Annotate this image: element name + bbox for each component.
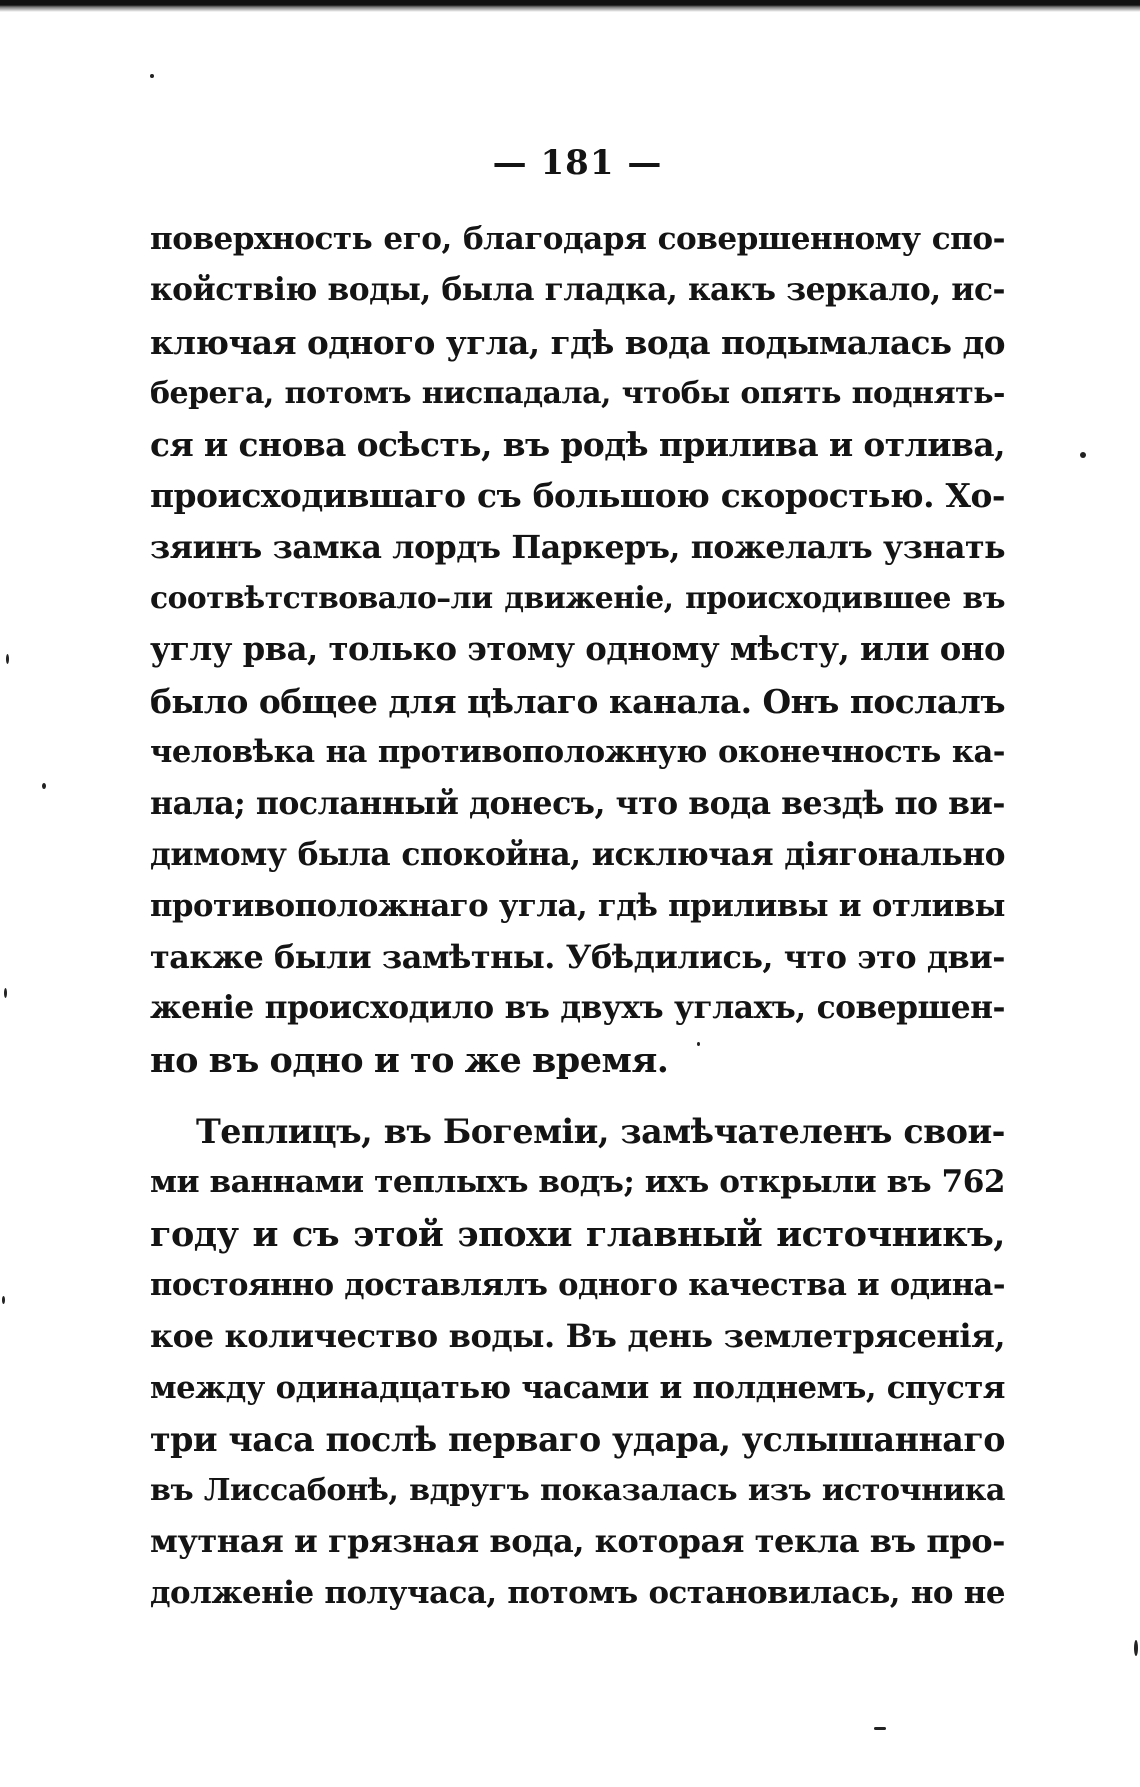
text-line: между одинадцатью часами и полднемъ, спустя — [150, 1369, 1005, 1406]
text-line: но въ одно и то же время. — [150, 1039, 669, 1081]
text-line: происходившаго съ большою скоростью. Хо- — [150, 476, 1005, 516]
text-line: зяинъ замка лордъ Паркеръ, пожелалъ узнать — [150, 528, 1005, 566]
text-line: койствію воды, была гладка, какъ зеркало, ис- — [150, 272, 1005, 309]
text-line: было общее для цѣлаго канала. Онъ послалъ — [150, 681, 1005, 721]
page-number: — 181 — — [492, 143, 663, 183]
text-line: ся и снова осѣсть, въ родѣ прилива и отлива, — [150, 425, 1005, 465]
text-line: нала; посланный донесъ, что вода вездѣ по ви- — [150, 785, 1005, 823]
scan-top-edge — [0, 0, 1140, 12]
scan-speck — [150, 74, 154, 78]
text-line: берега, потомъ ниспадала, чтобы опять поднять- — [150, 375, 1005, 411]
text-line: постоянно доставлялъ одного качества и одина- — [150, 1266, 1005, 1303]
scan-speck — [6, 654, 9, 664]
text-line: году и съ этой эпохи главный источникъ, — [150, 1213, 1005, 1255]
text-line: противоположнаго угла, гдѣ приливы и отливы — [150, 887, 1005, 924]
text-line: также были замѣтны. Убѣдились, что это дви- — [150, 938, 1005, 977]
text-line: долженіе получаса, потомъ остановилась, но не — [150, 1574, 1005, 1611]
text-line: три часа послѣ перваго удара, услышаннаго — [150, 1419, 1005, 1459]
text-line: ключая одного угла, гдѣ вода подымалась до — [150, 322, 1005, 362]
scan-speck — [1134, 1640, 1138, 1656]
text-line: соотвѣтствовало–ли движеніе, происходившее въ — [150, 581, 1005, 617]
text-line: въ Лиссабонѣ, вдругъ показалась изъ источника — [150, 1473, 1005, 1509]
text-line: поверхность его, благодаря совершенному спо- — [150, 221, 1005, 257]
paragraph-gap — [150, 1086, 1005, 1106]
scan-speck — [2, 1296, 5, 1304]
text-line: углу рва, только этому одному мѣсту, или оно — [150, 630, 1005, 669]
text-line: ми ваннами теплыхъ водъ; ихъ открыли въ 762 — [150, 1164, 1005, 1201]
text-line: человѣка на противоположную оконечность ка- — [150, 733, 1005, 770]
paragraph-2 — [150, 1106, 1005, 1619]
paragraph-1 — [150, 214, 1005, 1086]
scan-speck — [4, 988, 7, 998]
book-page — [150, 140, 1005, 1619]
scan-speck — [42, 783, 46, 789]
scan-speck — [874, 1727, 886, 1730]
text-line: женіе происходило въ двухъ углахъ, совершен- — [150, 990, 1005, 1027]
scan-speck — [1080, 452, 1086, 458]
text-line: кое количество воды. Въ день землетрясенія, — [150, 1317, 1005, 1356]
text-line: мутная и грязная вода, которая текла въ про- — [150, 1522, 1005, 1561]
text-line: Теплицъ, въ Богеміи, замѣчателенъ свои- — [196, 1112, 1005, 1152]
text-line: димому была спокойна, исключая діягонально — [150, 836, 1005, 873]
